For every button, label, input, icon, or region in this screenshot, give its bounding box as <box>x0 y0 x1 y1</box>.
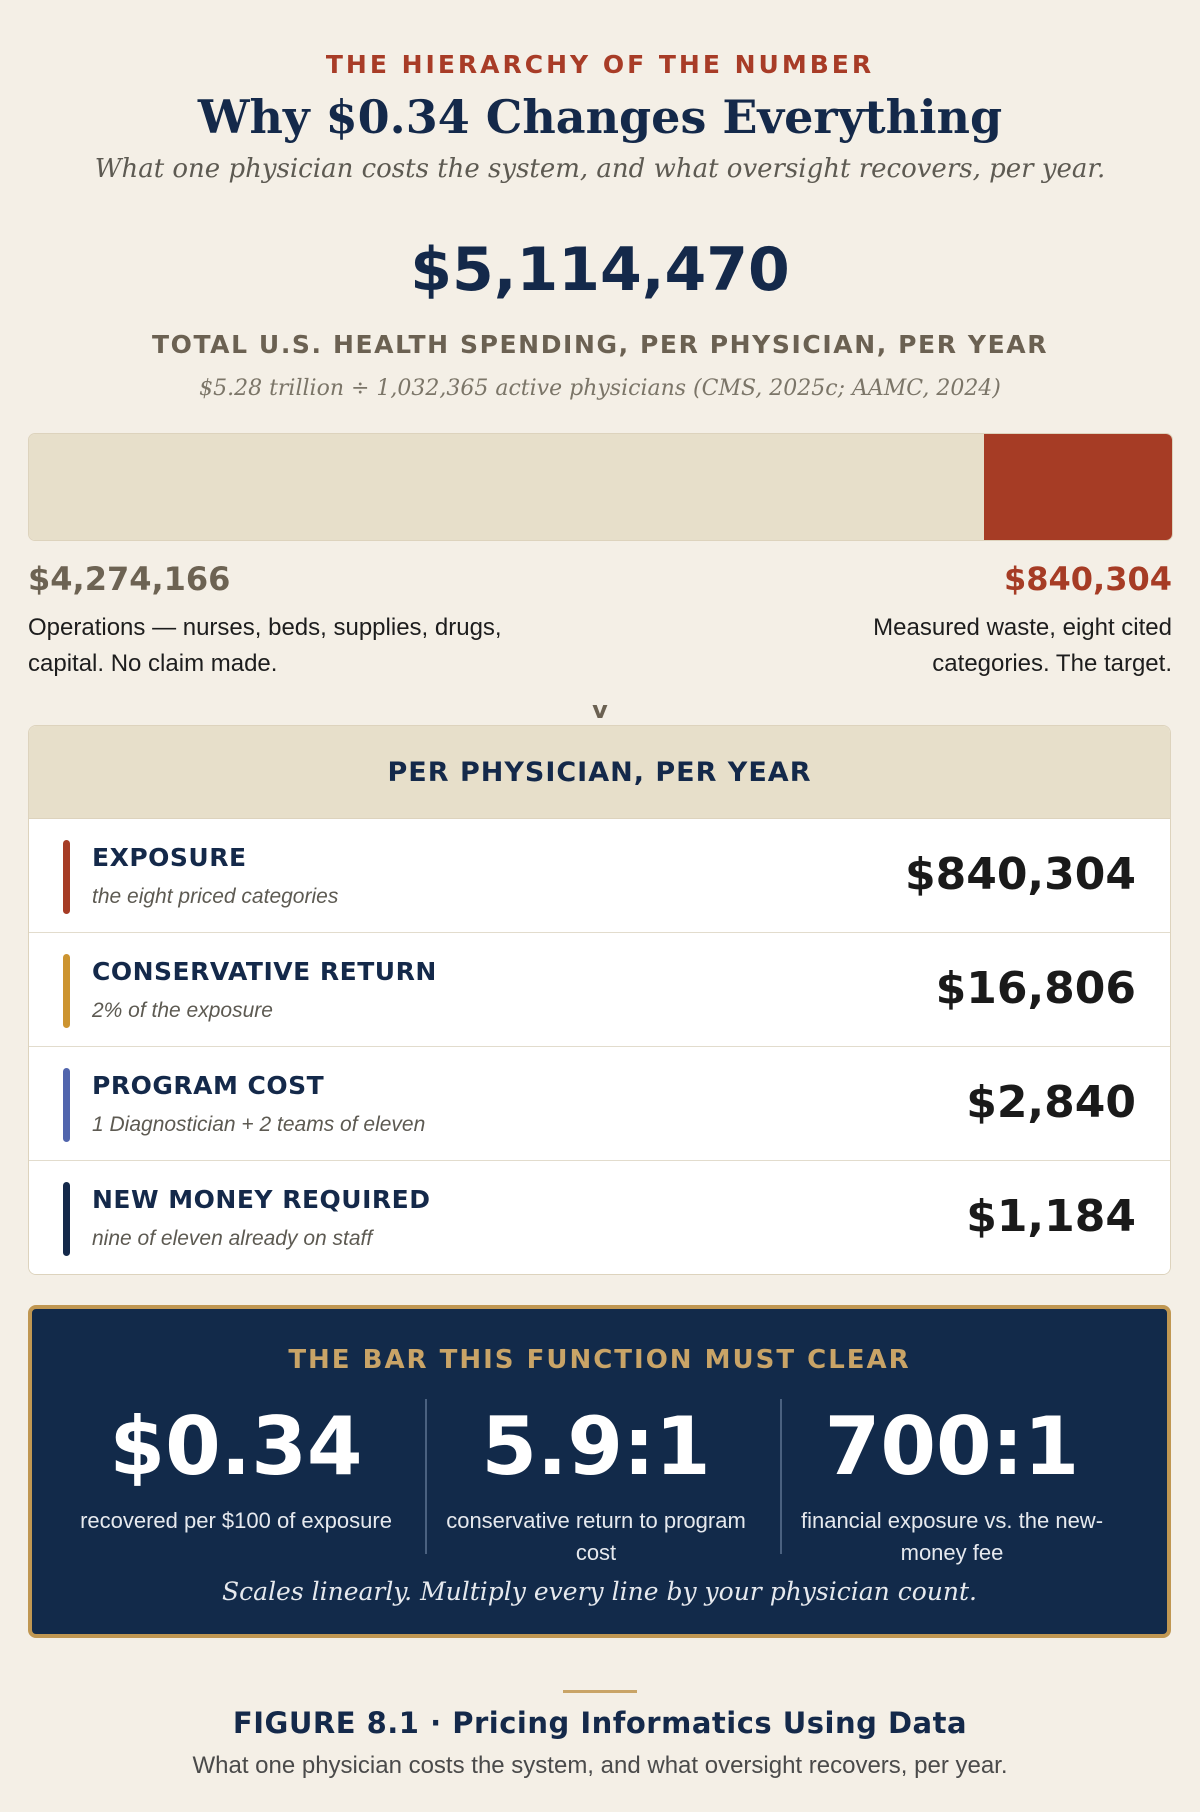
row-value: $1,184 <box>966 1191 1136 1242</box>
operations-segment <box>29 434 984 540</box>
row-value: $2,840 <box>966 1077 1136 1128</box>
row-sublabel: 1 Diagnostician + 2 teams of eleven <box>92 1113 426 1136</box>
figure-caption: What one physician costs the system, and what oversight recovers, per year. <box>192 1752 1008 1779</box>
row-label: CONSERVATIVE RETURN <box>92 957 437 986</box>
chevron-down-icon: v <box>592 696 608 724</box>
stat-value: 700:1 <box>824 1400 1080 1493</box>
figure-title: FIGURE 8.1 · Pricing Informatics Using Data <box>232 1706 968 1740</box>
operations-value: $4,274,166 <box>28 560 231 598</box>
stat-return-ratio <box>426 1397 766 1569</box>
table-row <box>29 819 1170 933</box>
total-spending-value: $5,114,470 <box>410 235 790 305</box>
threshold-panel-footer: Scales linearly. Multiply every line by your physician count. <box>222 1577 977 1606</box>
row-accent-bar <box>63 1068 70 1142</box>
spending-split-bar <box>28 433 1173 541</box>
row-value: $840,304 <box>904 849 1136 900</box>
waste-description: Measured waste, eight cited categories. The target. <box>873 614 1172 677</box>
table-row <box>29 1047 1170 1161</box>
row-label: PROGRAM COST <box>92 1071 325 1100</box>
waste-value: $840,304 <box>1003 560 1172 598</box>
table-heading: PER PHYSICIAN, PER YEAR <box>29 726 1170 819</box>
stat-recovery <box>66 1397 406 1537</box>
row-value: $16,806 <box>935 963 1136 1014</box>
row-sublabel: the eight priced categories <box>92 885 339 908</box>
total-spending-note: $5.28 trillion ÷ 1,032,365 active physicians (CMS, 2025c; AAMC, 2024) <box>199 376 1001 401</box>
stat-caption: financial exposure vs. the new-money fee <box>800 1508 1104 1565</box>
waste-segment <box>984 434 1172 540</box>
eyebrow: THE HIERARCHY OF THE NUMBER <box>325 50 875 79</box>
threshold-panel <box>28 1305 1171 1638</box>
stat-caption: recovered per $100 of exposure <box>80 1508 392 1533</box>
row-label: EXPOSURE <box>92 843 247 872</box>
stat-value: 5.9:1 <box>481 1400 711 1493</box>
per-physician-table <box>28 725 1171 1275</box>
row-label: NEW MONEY REQUIRED <box>92 1185 431 1214</box>
operations-description: Operations — nurses, beds, supplies, drugs, capital. No claim made. <box>28 614 502 677</box>
row-accent-bar <box>63 1182 70 1256</box>
table-row <box>29 1161 1170 1274</box>
stat-exposure-ratio <box>782 1397 1122 1569</box>
threshold-panel-title: THE BAR THIS FUNCTION MUST CLEAR <box>288 1345 911 1375</box>
row-accent-bar <box>63 840 70 914</box>
stat-value: $0.34 <box>109 1400 363 1493</box>
page-subtitle: What one physician costs the system, and what oversight recovers, per year. <box>94 154 1106 184</box>
row-sublabel: 2% of the exposure <box>92 999 273 1022</box>
page-title: Why $0.34 Changes Everything <box>197 90 1003 144</box>
table-row <box>29 933 1170 1047</box>
total-spending-label: TOTAL U.S. HEALTH SPENDING, PER PHYSICIAN, PER YEAR <box>151 330 1049 359</box>
row-sublabel: nine of eleven already on staff <box>92 1227 373 1250</box>
stat-caption: conservative return to program cost <box>446 1508 746 1565</box>
figure-divider <box>563 1690 637 1693</box>
row-accent-bar <box>63 954 70 1028</box>
